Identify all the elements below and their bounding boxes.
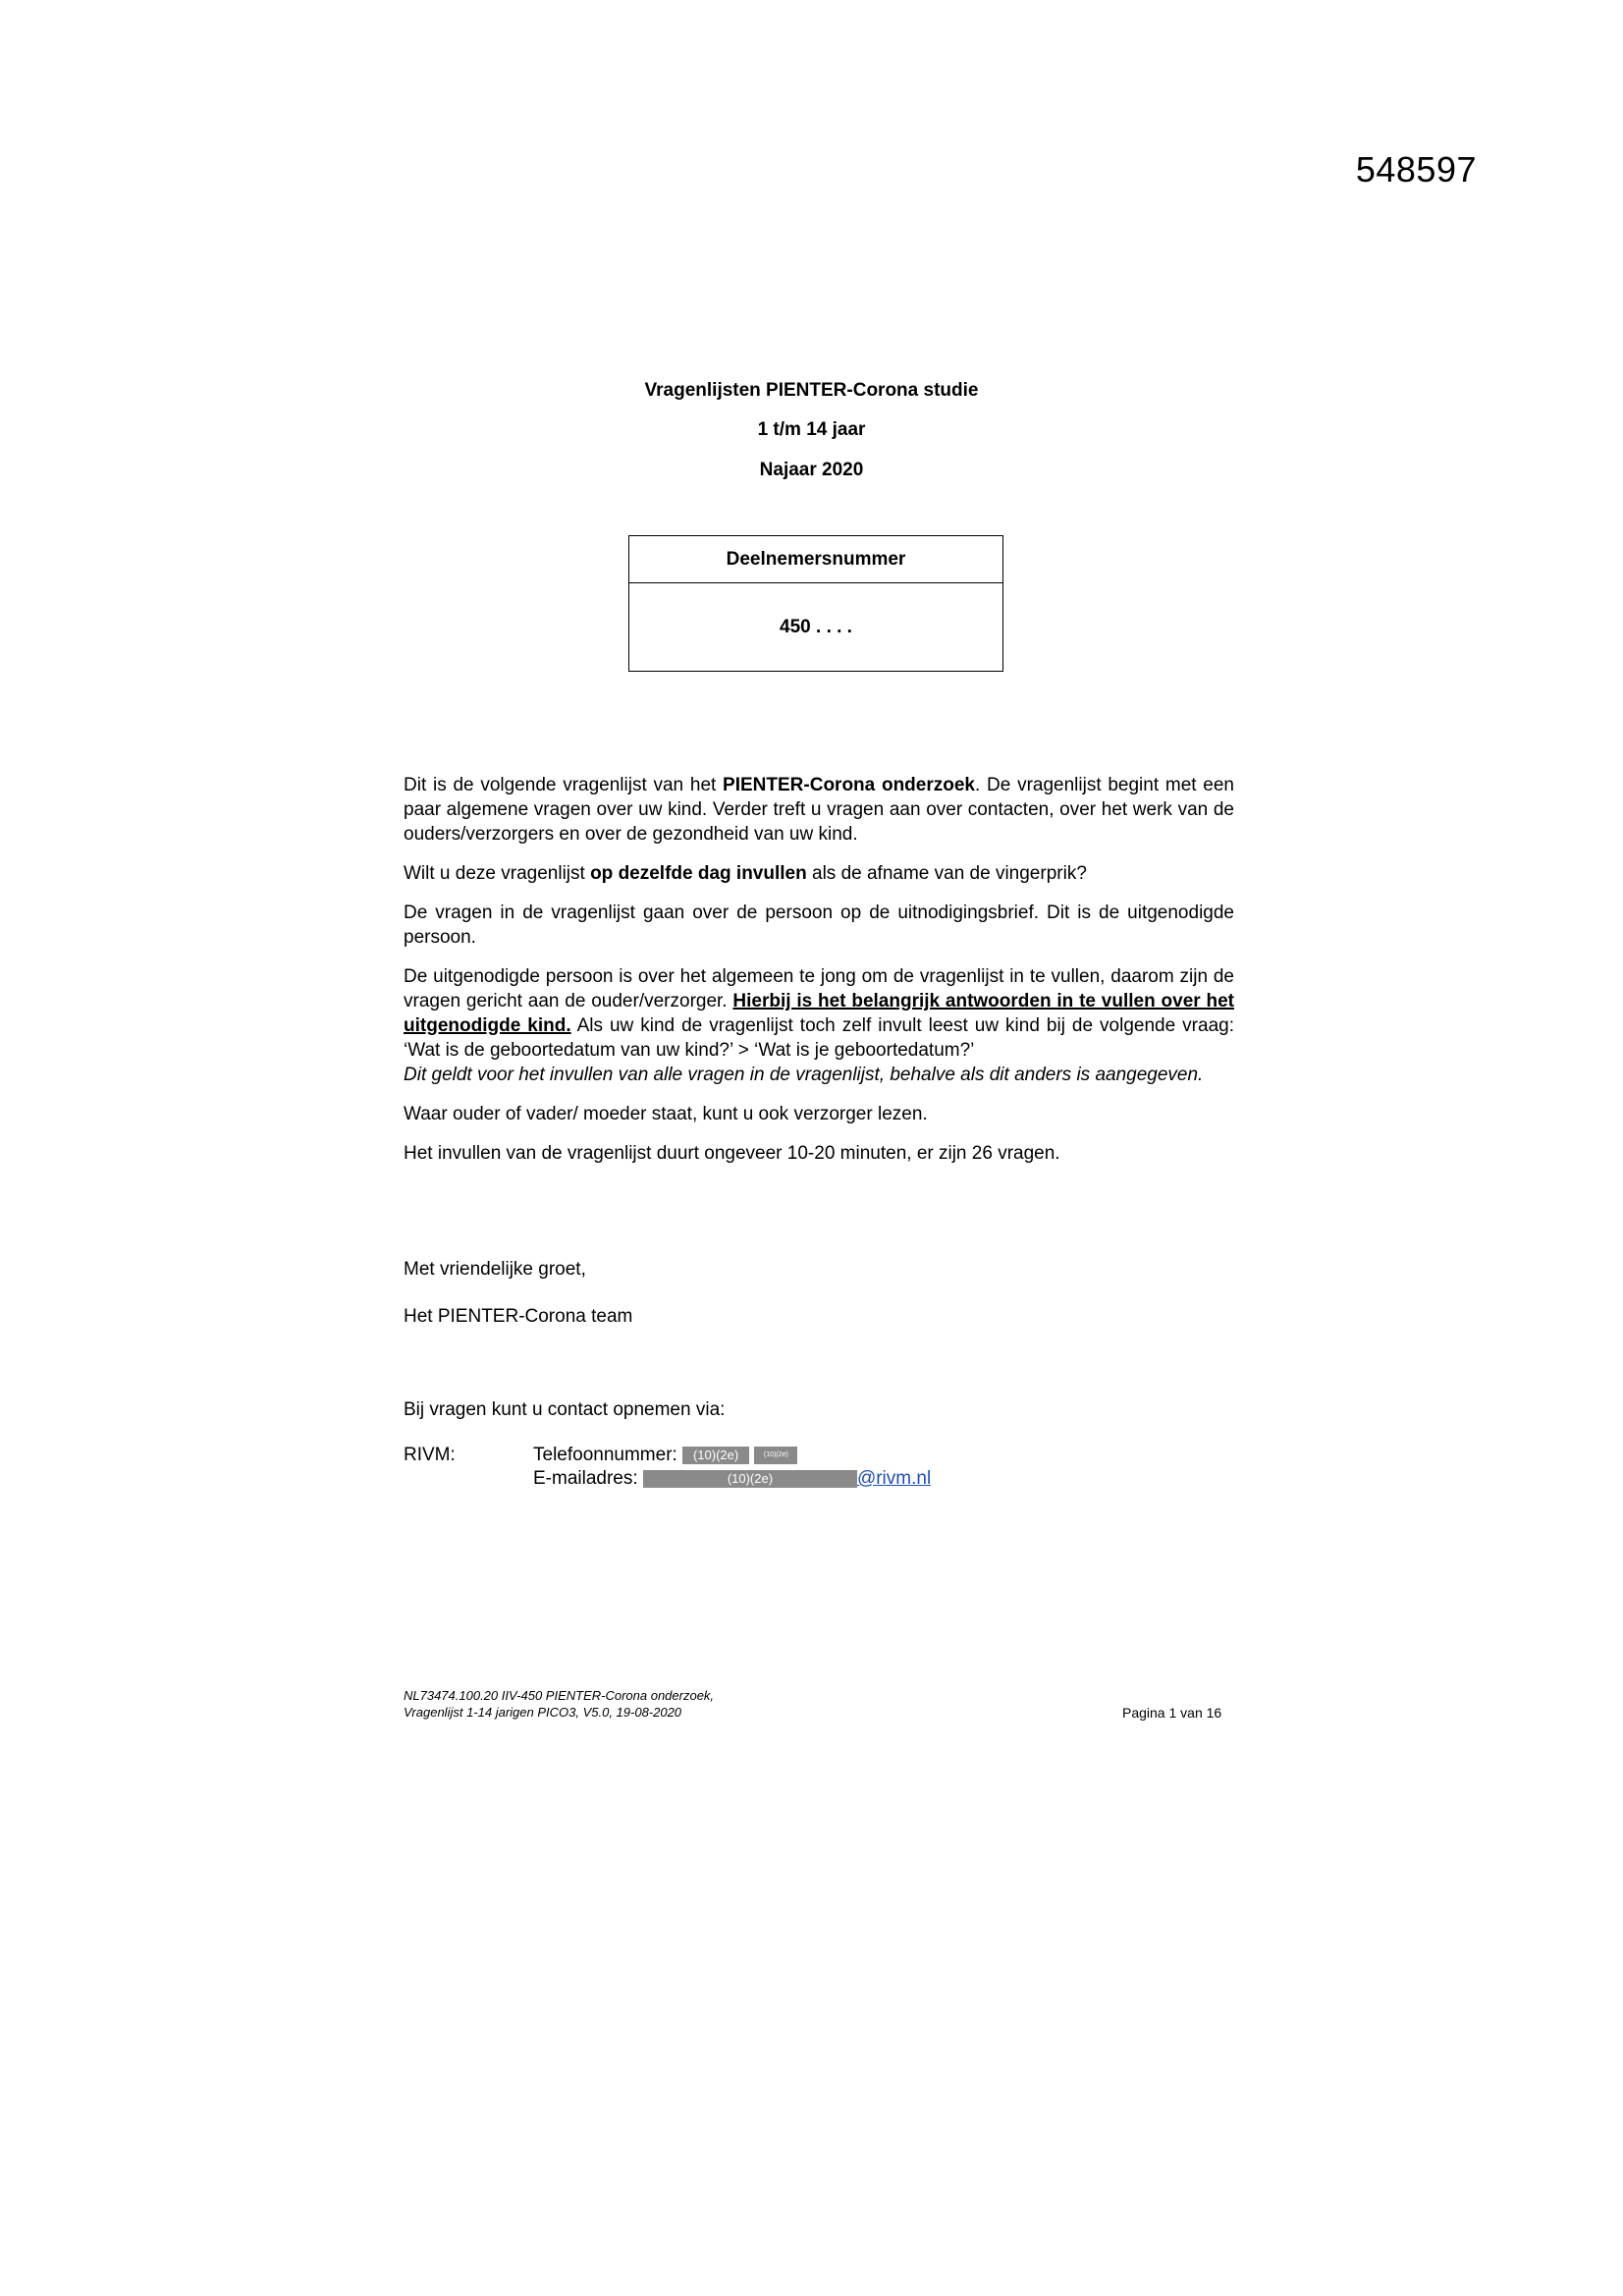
phone-label: Telefoonnummer: [533, 1445, 677, 1465]
page-number: Pagina 1 van 16 [1122, 1705, 1222, 1721]
footer-line-1: NL73474.100.20 IIV-450 PIENTER-Corona onderzoek, [404, 1688, 715, 1703]
participant-number-label: Deelnemersnummer [629, 536, 1002, 583]
intro-italic-note: Dit geldt voor het invullen van alle vragen in de vragenlijst, behalve als dit anders is aangegeven. [404, 1065, 1204, 1085]
contact-intro: Bij vragen kunt u contact opnemen via: [404, 1399, 726, 1420]
intro-paragraph-1: Dit is de volgende vragenlijst van het PIENTER-Corona onderzoek. De vragenlijst begint met een paar algemene vragen over uw kind. Verder treft u vragen aan over contacten, over het werk van de ouders/verzorgers en over de gezondheid van uw kind. [404, 775, 1235, 845]
participant-number-value: 450 . . . . [780, 617, 852, 637]
document-title: Vragenlijsten PIENTER-Corona studie [644, 380, 979, 401]
email-label: E-mailadres: [533, 1468, 638, 1489]
closing-greeting: Met vriendelijke groet, [404, 1259, 586, 1280]
phone-redaction-small: (10)(2e) [754, 1447, 797, 1464]
contact-email-row [533, 1467, 931, 1491]
phone-redaction: (10)(2e) [682, 1447, 749, 1464]
contact-phone-row [404, 1444, 797, 1467]
intro-paragraph-2: Wilt u deze vragenlijst op dezelfde dag invullen als de afname van de vingerprik? [404, 863, 1087, 884]
participant-number-box [628, 535, 1003, 672]
intro-paragraph-6: Het invullen van de vragenlijst duurt ongeveer 10-20 minuten, er zijn 26 vragen. [404, 1143, 1060, 1164]
season: Najaar 2020 [759, 460, 864, 480]
intro-paragraph-5: Waar ouder of vader/ moeder staat, kunt u ook verzorger lezen. [404, 1104, 928, 1124]
important-note: Hierbij is het belangrijk antwoorden in te vullen over het uitgenodigde kind. [404, 991, 1234, 1036]
email-redaction: (10)(2e) [643, 1470, 857, 1488]
age-range: 1 t/m 14 jaar [757, 419, 866, 440]
footer-line-2: Vragenlijst 1-14 jarigen PICO3, V5.0, 19-08-2020 [404, 1705, 682, 1720]
document-id: 548597 [1355, 149, 1477, 190]
footer-reference [404, 1687, 714, 1721]
email-link[interactable]: @rivm.nl [856, 1468, 932, 1489]
intro-paragraph-4: De uitgenodigde persoon is over het algemeen te jong om de vragenlijst in te vullen, daarom zijn de vragen gericht aan de ouder/verzorger. Hierbij is het belangrijk antwoorden in te vullen over het uitgenodigde kind. Als uw kind de vragenlijst toch zelf invult leest uw kind bij de volgende vraag: ‘Wat is de geboortedatum van uw kind?’ > ‘Wat is je geboortedatum?’ Dit geldt voor het invullen van alle vragen in de vragenlijst, behalve als dit anders is aangegeven. [404, 966, 1234, 1085]
contact-org: RIVM: [404, 1445, 456, 1465]
closing-signature: Het PIENTER-Corona team [404, 1306, 633, 1327]
intro-text [404, 773, 1234, 1180]
intro-paragraph-3: De vragen in de vragenlijst gaan over de persoon op de uitnodigingsbrief. Dit is de uitgenodigde persoon. [404, 902, 1234, 948]
